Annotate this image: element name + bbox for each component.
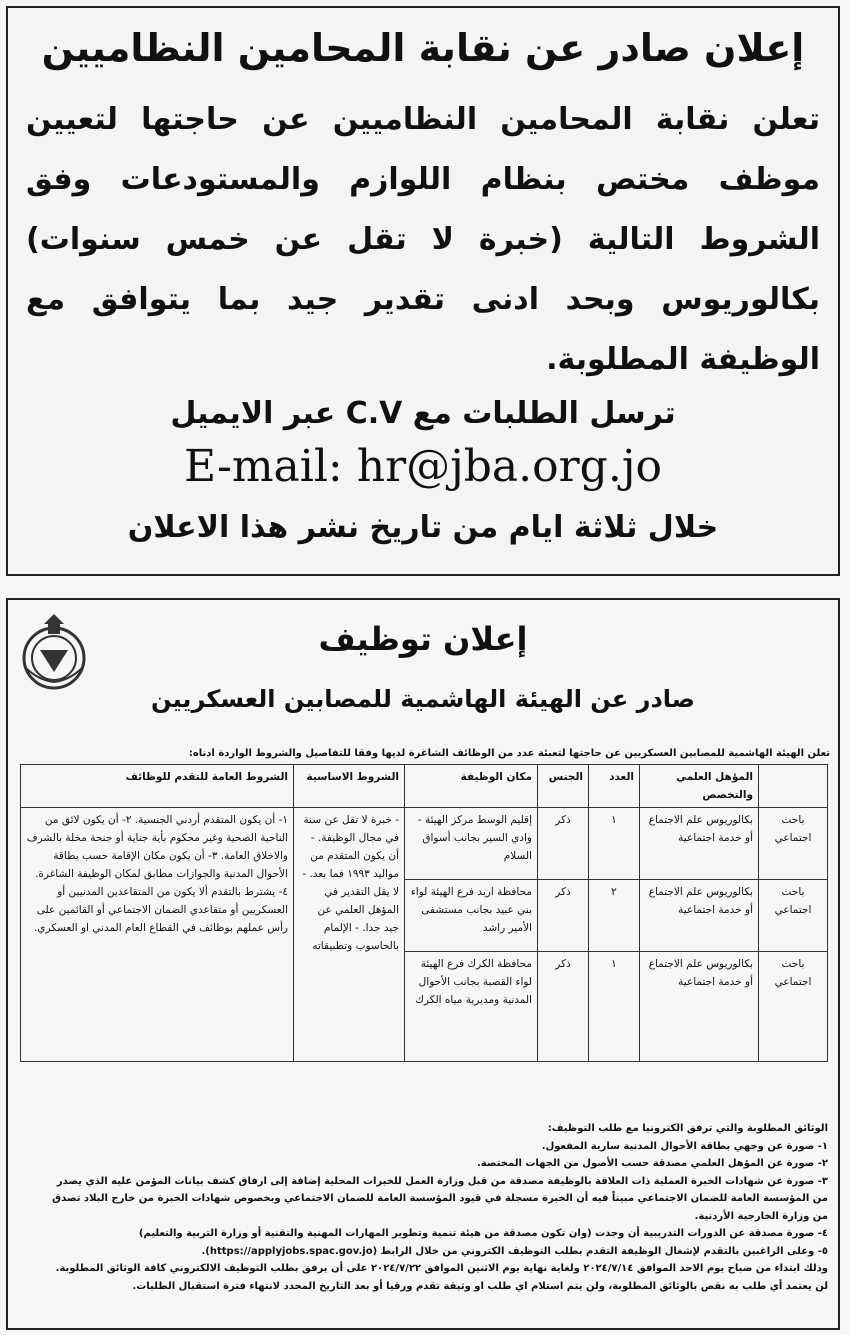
docs-line: لن يعتمد أي طلب به نقص بالوثائق المطلوبة، ولن يتم استلام اي طلب او وثيقة تقدم ورقيا أو بعد التاريخ المحدد لانتهاء فترة استقبال الطلبات. [132,1280,828,1292]
ad2-subtitle: صادر عن الهيئة الهاشمية للمصابين العسكريين [151,685,695,713]
cell-qualification: بكالوريوس علم الاجتماع أو خدمة اجتماعية [640,808,759,880]
lawyers-association-ad [6,6,840,576]
ad2-intro: تعلن الهيئة الهاشمية للمصابين العسكريين عن حاجتها لتعبئة عدد من الوظائف الشاغرة لديها وفقا للتفاصيل والشروط الواردة أدناه: [188,748,830,759]
required-documents [18,1120,828,1295]
cell-place: إقليم الوسط مركز الهيئة - وادي السير بجانب أسواق السلام [405,808,538,880]
docs-line: ١- صورة عن وجهي بطاقة الأحوال المدنية سارية المفعول. [541,1140,828,1152]
cell-count: ١ [589,808,640,880]
docs-line: من المؤسسة العامة للضمان الاجتماعي مبيناً فيه أن الخبرة مسجلة في قيود المؤسسة العامة للضمان الاجتماعي وبخصوص شهادات الخبرة من خارج البلاد تصدق [52,1193,828,1204]
cell-basic-conditions: - خبرة لا تقل عن سنة في مجال الوظيفة. - أن يكون المتقدم من مواليد ١٩٩٣ فما بعد. - لا يقل التقدير في المؤهل العلمي عن جيد جدا. - الإلمام بالحاسوب وتطبيقاته [294,808,405,1062]
cell-place: محافظة الكرك فرع الهيئة لواء القصبة بجانب الأحوال المدنية ومديرية مياه الكرك [405,952,538,1062]
ad2-title: إعلان توظيف [318,620,528,658]
header-qualification: المؤهل العلمي والتخصص [640,765,759,808]
cell-place: محافظة اربد فرع الهيئة لواء بني عبيد بجانب مستشفى الأمير راشد [405,880,538,952]
employment-ad [6,598,840,1330]
ad1-deadline: خلال ثلاثة ايام من تاريخ نشر هذا الاعلان [127,510,719,545]
docs-line: ٣- صورة عن شهادات الخبرة العملية ذات العلاقة بالوظيفة مصدقة من قبل وزارة العمل للخبرات المحلية إضافة إلى ارفاق كشف بيانات المؤمن عليه الذي يصدر [56,1175,828,1187]
docs-line: ٢- صورة عن المؤهل العلمي مصدقة حسب الأصول من الجهات المختصة. [476,1158,828,1169]
cell-gender: ذكر [538,808,589,880]
docs-line: الوثائق المطلوبة والتي ترفق الكترونيا مع طلب التوظيف: [547,1123,828,1134]
cell-job: باحث اجتماعي [759,952,828,1062]
docs-line: ٤- صورة مصدقة عن الدورات التدريبية أن وجدت (وان تكون مصدقة من هيئة تنمية وتطوير المهارات المهنية والتقنية أو وزارة التربية والتعليم) [138,1228,828,1239]
docs-line: وذلك ابتداء من صباح يوم الاحد الموافق ٢٠٢٤/٧/١٤ ولغاية نهاية يوم الاثنين الموافق ٢٠٢٤/٧/٢٢ على أن يرفق بطلب التوظيف الالكتروني كافة الوثائق المطلوبة. [55,1263,828,1274]
header-count: العدد [589,765,640,808]
table-row [21,808,828,880]
cell-count: ٢ [589,880,640,952]
ad1-title: إعلان صادر عن نقابة المحامين النظاميين [41,26,805,70]
cell-general-conditions: ١- أن يكون المتقدم أردني الجنسية. ٢- أن يكون لائق من الناحية الصحية وغير محكوم بأية جناية أو جنحة مخلة بالشرف والاخلاق العامة. ٣- أن يكون مكان الإقامة حسب بطاقة الأحوال المدنية والجوازات مطابق لمكان الوظيفة الشاغرة. ٤- يشترط بالتقدم ألا يكون من المتقاعدين المدنيين أو العسكريين أو متقاعدي الضمان الاجتماعي أو القائمين على رأس عملهم بوظائف في القطاع العام المدني او العسكري. [21,808,294,1062]
header-gender: الجنس [538,765,589,808]
ad1-body: تعلن نقابة المحامين النظاميين عن حاجتها لتعيين موظف مختص بنظام اللوازم والمستودعات وفق الشروط التالية (خبرة لا تقل عن خمس سنوات) بكالوريوس وبحد ادنى تقدير جيد بما يتوافق مع الوظيفة المطلوبة. [26,102,820,377]
jobs-table [20,764,828,1062]
cell-gender: ذكر [538,880,589,952]
ad1-cv-line: ترسل الطلبات مع C.V عبر الايميل [170,396,676,431]
header-job [759,765,828,808]
header-general-conditions: الشروط العامة للتقدم للوظائف [21,765,294,808]
ad1-email: E-mail: hr@jba.org.jo [184,441,662,492]
table-header-row [21,765,828,808]
header-basic-conditions: الشروط الاساسية [294,765,405,808]
docs-line: ٥- وعلى الراغبين بالتقدم لإشغال الوظيفة التقدم بطلب التوظيف الكتروني من خلال الرابط (https://applyjobs.spac.gov.jo). [201,1245,828,1257]
cell-qualification: بكالوريوس علم الاجتماع أو خدمة اجتماعية [640,952,759,1062]
cell-count: ١ [589,952,640,1062]
cell-job: باحث اجتماعي [759,880,828,952]
cell-job: باحث اجتماعي [759,808,828,880]
docs-line: من وزارة الخارجية الأردنية. [694,1210,828,1222]
cell-qualification: بكالوريوس علم الاجتماع أو خدمة اجتماعية [640,880,759,952]
header-place: مكان الوظيفة [405,765,538,808]
cell-gender: ذكر [538,952,589,1062]
